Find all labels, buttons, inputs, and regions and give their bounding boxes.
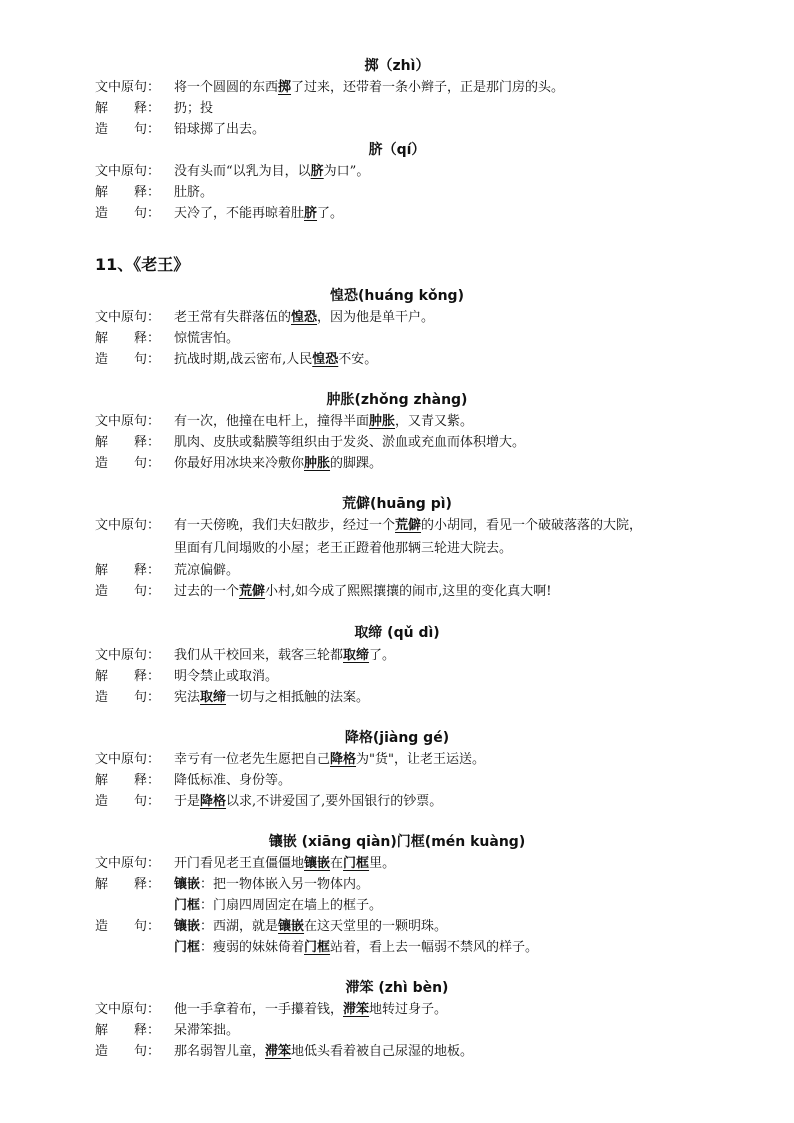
highlight-word: 降格 xyxy=(330,752,357,767)
term-heading: 荒僻(huāng pì) xyxy=(342,496,452,512)
example-row: 造 句： 你最好用冰块来冷敷你肿胀的脚踝。 xyxy=(95,456,383,471)
highlight-word: 滞笨 xyxy=(343,1002,370,1017)
chapter-heading xyxy=(95,254,189,276)
meaning-word: 镶嵌 xyxy=(174,877,201,892)
example-label: 造 句： xyxy=(95,122,161,137)
highlight-word: 掷 xyxy=(278,80,292,95)
meaning-label: 解 释： xyxy=(95,101,161,116)
highlight-word: 荒僻 xyxy=(395,518,422,533)
example-row: 造 句： 宪法取缔一切与之相抵触的法案。 xyxy=(95,690,370,705)
term-heading: 脐（qí） xyxy=(368,142,426,158)
source-sentence-row: 文中原句： 他一手拿着布，一手攥着钱，滞笨地转过身子。 xyxy=(95,1002,448,1017)
meaning-row: 解 释： 明令禁止或取消。 xyxy=(95,669,279,684)
example-word: 门框 xyxy=(174,940,201,955)
example-row: 造 句： 过去的一个荒僻小村,如今成了熙熙攘攘的闹市,这里的变化真大啊! xyxy=(95,584,552,599)
highlight-word: 取缔 xyxy=(343,648,370,663)
source-sentence-row: 文中原句： 老王常有失群落伍的惶恐，因为他是单干户。 xyxy=(95,310,435,325)
source-sentence-row: 文中原句： 幸亏有一位老先生愿把自己降格为"货"，让老王运送。 xyxy=(95,752,485,767)
highlight-word: 荒僻 xyxy=(239,584,266,599)
highlight-word: 惶恐 xyxy=(312,352,339,367)
highlight-word: 惶恐 xyxy=(291,310,318,325)
source-sentence-row: 文中原句： 有一次，他撞在电杆上，撞得半面肿胀，又青又紫。 xyxy=(95,414,474,429)
source-sentence-row: 文中原句： 开门看见老王直僵僵地镶嵌在门框里。 xyxy=(95,856,396,871)
term-heading: 镶嵌 (xiāng qiàn)门框(mén kuàng) xyxy=(268,834,526,850)
meaning-row: 解 释： 肚脐。 xyxy=(95,185,214,200)
source-sentence-row: 文中原句： 没有头而“以乳为目，以脐为口”。 xyxy=(95,164,370,179)
highlight-word: 脐 xyxy=(310,164,324,179)
source-label: 文中原句： xyxy=(95,80,161,95)
chapter-title: 《老王》 xyxy=(133,255,190,274)
meaning-row: 解 释： 荒凉偏僻。 xyxy=(95,563,240,578)
highlight-word: 门框 xyxy=(304,940,331,955)
meaning-row: 解 释： 呆滞笨拙。 xyxy=(95,1023,240,1038)
meaning-row: 解 释： 降低标准、身份等。 xyxy=(95,773,292,788)
example-row: 造 句： 镶嵌：西湖，就是镶嵌在这天堂里的一颗明珠。 xyxy=(95,919,448,934)
example-row: 造 句： 那名弱智儿童，滞笨地低头看着被自己尿湿的地板。 xyxy=(95,1044,474,1059)
meaning-row: 解 释： 扔；投 xyxy=(95,99,755,119)
meaning-row: 解 释： 镶嵌：把一物体嵌入另一物体内。 xyxy=(95,877,370,892)
example-row: 造 句： 抗战时期,战云密布,人民惶恐不安。 xyxy=(95,352,378,367)
source-sentence-row: 文中原句： 将一个圆圆的东西掷了过来，还带着一条小辫子，正是那门房的头。 xyxy=(95,78,755,98)
meaning-word: 门框 xyxy=(174,898,201,913)
term-heading: 肿胀(zhǒng zhàng) xyxy=(326,392,468,408)
source-sentence-continuation: 里面有几间塌败的小屋；老王正蹬着他那辆三轮进大院去。 xyxy=(174,541,513,556)
term-heading: 滞笨 (zhì bèn) xyxy=(345,980,449,996)
highlight-word: 取缔 xyxy=(200,690,227,705)
highlight-word: 肿胀 xyxy=(369,414,396,429)
highlight-word: 门框 xyxy=(343,856,370,871)
source-sentence-row: 文中原句： 我们从干校回来，载客三轮都取缔了。 xyxy=(95,648,396,663)
example-word: 镶嵌 xyxy=(174,919,201,934)
example-row: 造 句： 于是降格以求,不讲爱国了,要外国银行的钞票。 xyxy=(95,794,443,809)
term-heading: 取缔 (qǔ dì) xyxy=(354,625,440,641)
meaning-row: 解 释： 肌肉、皮肤或黏膜等组织由于发炎、淤血或充血而体积增大。 xyxy=(95,435,526,450)
term-heading: 掷（zhì） xyxy=(364,58,430,74)
highlight-word: 镶嵌 xyxy=(304,856,331,871)
term-heading: 降格(jiàng gé) xyxy=(344,730,450,746)
meaning-row-continuation: 门框：门扇四周固定在墙上的框子。 xyxy=(174,898,383,913)
source-sentence-row: 文中原句： 有一天傍晚，我们夫妇散步，经过一个荒僻的小胡同，看见一个破破落落的大院， xyxy=(95,518,643,533)
example-row-continuation: 门框：瘦弱的妹妹倚着门框站着，看上去一幅弱不禁风的样子。 xyxy=(174,940,539,955)
meaning-row: 解 释： 惊慌害怕。 xyxy=(95,331,240,346)
highlight-word: 降格 xyxy=(200,794,227,809)
term-heading: 惶恐(huáng kǒng) xyxy=(330,288,464,304)
highlight-word: 肿胀 xyxy=(304,456,331,471)
example-row: 造 句： 铅球掷了出去。 xyxy=(95,120,755,140)
highlight-word: 镶嵌 xyxy=(278,919,305,934)
highlight-word: 滞笨 xyxy=(265,1044,292,1059)
highlight-word: 脐 xyxy=(304,206,318,221)
example-row: 造 句： 天冷了，不能再晾着肚脐了。 xyxy=(95,206,344,221)
chapter-number: 11、 xyxy=(95,255,134,274)
